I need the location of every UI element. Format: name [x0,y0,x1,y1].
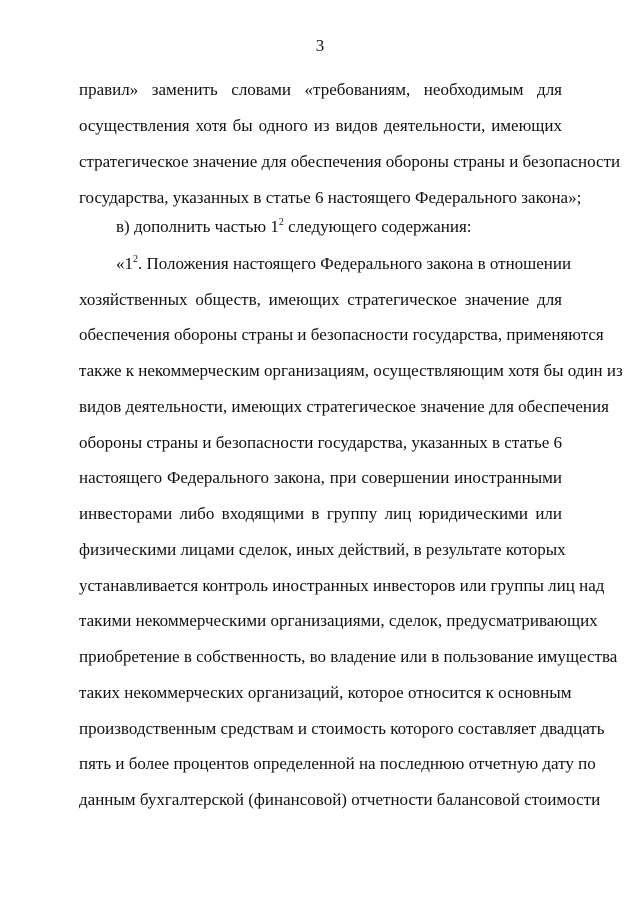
text-line: приобретение в собственность, во владение или в пользование имущества [79,647,618,666]
text-fragment: «1 [116,254,133,273]
text-line: устанавливается контроль иностранных инвесторов или группы лиц над [79,576,605,595]
text-line: обеспечения обороны страны и безопасности государства, применяются [79,325,604,344]
text-line: видов деятельности, имеющих стратегическое значение для обеспечения [79,397,609,416]
text-line: пять и более процентов определенной на последнюю отчетную дату по [79,754,596,773]
text-line: обороны страны и безопасности государства, указанных в статье 6 [79,433,563,452]
text-line: государства, указанных в статье 6 настоящего Федерального закона»; [79,188,582,207]
page-number: 3 [315,36,325,55]
text-fragment: следующего содержания: [283,217,472,236]
superscript: 2 [133,254,138,265]
text-line: таких некоммерческих организаций, которое относится к основным [79,683,572,702]
text-fragment: . Положения настоящего Федерального закона в отношении [138,254,572,273]
text-line: также к некоммерческим организациям, осуществляющим хотя бы один из [79,361,623,380]
text-line: производственным средствам и стоимость которого составляет двадцать [79,719,605,738]
text-line: инвесторами либо входящими в группу лиц юридическими или [79,504,562,523]
text-line: данным бухгалтерской (финансовой) отчетности балансовой стоимости [79,790,601,809]
paragraph-item-v [116,217,562,237]
text-line: осуществления хотя бы одного из видов деятельности, имеющих [79,116,562,135]
text-line: стратегическое значение для обеспечения обороны страны и безопасности [79,152,621,171]
text-line: такими некоммерческими организациями, сделок, предусматривающих [79,611,598,630]
text-line: физическими лицами сделок, иных действий, в результате которых [79,540,566,559]
text-fragment: в) дополнить частью 1 [116,217,279,236]
text-line: правил» заменить словами «требованиям, необходимым для [79,80,562,99]
text-line: настоящего Федерального закона, при совершении иностранными [79,468,562,487]
paragraph-start [116,254,572,274]
text-line: хозяйственных обществ, имеющих стратегическое значение для [79,290,562,309]
superscript: 2 [278,217,284,228]
